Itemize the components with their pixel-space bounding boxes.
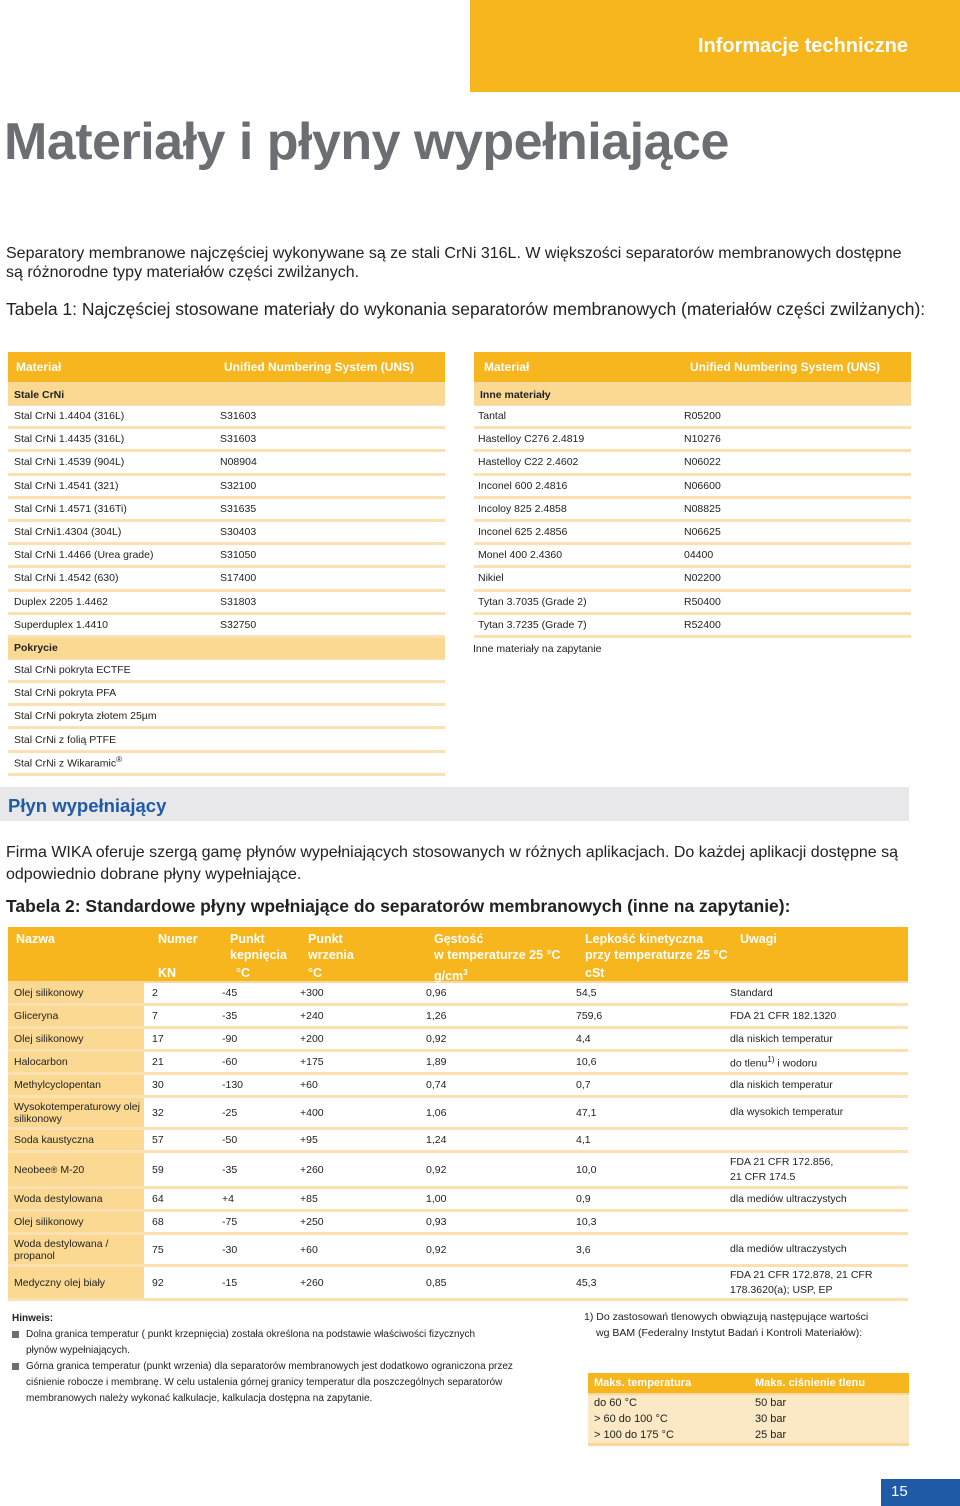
table-row (588, 1395, 909, 1411)
cell-kn: 68 (152, 1216, 164, 1228)
cell-name (8, 983, 144, 1003)
cell-material: Stal CrNi 1.4435 (316L) (14, 433, 125, 446)
cell-boiling-point: +60 (300, 1243, 318, 1256)
fluid-name: Methylcyclopentan (14, 1079, 101, 1091)
table-row (8, 499, 445, 522)
table-row (474, 476, 911, 499)
cell-material: Duplex 2205 1.4462 (14, 595, 108, 608)
table2-caption: Tabela 2: Standardowe płyny wpełniające do separatorów membranowych (inne na zapytanie): (6, 896, 791, 916)
table-row (8, 1006, 908, 1029)
col-max-temp: Maks. temperatura (594, 1377, 692, 1389)
cell-kn: 57 (152, 1134, 164, 1146)
cell-viscosity: 10,6 (576, 1056, 597, 1068)
fluid-name: Medyczny olej biały (14, 1276, 106, 1289)
cell-density: 1,24 (426, 1134, 447, 1146)
cell-name (8, 1235, 144, 1264)
table-row (8, 1075, 908, 1098)
page-number-badge (881, 1479, 960, 1506)
table1-caption: Tabela 1: Najczęściej stosowane materiały do wykonania separatorów membranowych (materiałów części zwilżanych): (6, 299, 926, 319)
cell-kn: 32 (152, 1106, 164, 1119)
cell-notes (730, 1009, 908, 1024)
cell-name (8, 1029, 144, 1049)
cell-density: 1,00 (426, 1193, 447, 1205)
table-row (474, 545, 911, 568)
unit-boil: °C (308, 966, 323, 980)
cell-viscosity: 10,3 (576, 1216, 597, 1228)
cell-density: 1,89 (426, 1056, 447, 1068)
hinweis-title: Hinweis: (12, 1313, 54, 1324)
cell-uns: N08825 (684, 502, 721, 515)
fluid-name: Halocarbon (14, 1056, 68, 1068)
cell-pour-point: -30 (222, 1243, 238, 1256)
cell-kn: 17 (152, 1033, 164, 1045)
table-row (474, 429, 911, 452)
cell-notes (730, 1032, 908, 1047)
col-density (434, 931, 561, 963)
cell-boiling-point: +85 (300, 1193, 318, 1205)
fluid-name: Neobee (14, 1163, 51, 1176)
note-line (730, 1268, 908, 1283)
table-row (8, 568, 445, 591)
registered-mark: ® (50, 1164, 58, 1175)
fill-fluids-table (8, 927, 908, 1301)
table-row (8, 406, 445, 429)
cell-boiling-point: +95 (300, 1134, 318, 1146)
cell-pour-point: -90 (222, 1033, 238, 1045)
cell-viscosity: 0,9 (576, 1193, 591, 1205)
col-uns: Unified Numbering System (UNS) (690, 360, 881, 374)
note-line (730, 1105, 908, 1120)
cell-density: 0,85 (426, 1276, 447, 1289)
cell-notes (730, 1052, 908, 1072)
table-row (8, 729, 445, 752)
cell-notes (730, 986, 908, 1001)
fluid-name: Gliceryna (14, 1010, 59, 1022)
cell-uns: S32100 (220, 479, 257, 492)
note-text: dla niskich temperatur (730, 1032, 833, 1045)
note-text: FDA 21 CFR 182.1320 (730, 1009, 837, 1022)
unit-density (434, 965, 468, 984)
cell-uns: N06600 (684, 479, 721, 492)
hinweis-text: Dolna granica temperatur ( punkt krzepnięcia) została określona na podstawie właściwości fizycznych (26, 1329, 476, 1340)
cell-kn: 75 (152, 1243, 164, 1256)
col-material: Materiał (484, 360, 530, 374)
table-row (8, 1189, 908, 1212)
cell-kn: 30 (152, 1079, 164, 1091)
cell-material: Inconel 625 2.4856 (478, 526, 568, 539)
col-dens-line2: w temperaturze 25 °C (434, 948, 561, 962)
cell-boiling-point: +260 (300, 1276, 324, 1289)
col-name: Nazwa (16, 932, 55, 946)
cell-material: Hastelloy C22 2.4602 (478, 456, 579, 469)
cell-name (8, 1130, 144, 1150)
cell-pour-point: -50 (222, 1134, 238, 1146)
cell-pour-point: -60 (222, 1056, 238, 1068)
hinweis-text: ciśnienie robocze i membranę. W celu ustalenia górnej granicy temperatur dla poszczególnych separatorów (26, 1377, 503, 1388)
table-row (8, 706, 445, 729)
cell-uns: S31603 (220, 433, 257, 446)
hinweis-text: Górna granica temperatur (punkt wrzenia) dla separatorów membranowych jest dodatkowo ograniczona przez (26, 1361, 513, 1372)
note-text: FDA 21 CFR 172.856, (730, 1155, 834, 1168)
cell-viscosity: 47,1 (576, 1106, 597, 1119)
table-row (8, 615, 445, 638)
note-line (730, 1242, 908, 1257)
cell-notes (730, 1078, 908, 1093)
cell-uns: R05200 (684, 410, 721, 423)
fluid-name: Soda kaustyczna (14, 1134, 94, 1146)
cell-viscosity: 0,7 (576, 1079, 591, 1091)
note-line (730, 1192, 908, 1207)
col-pour-line1: Punkt (230, 932, 265, 946)
cell-boiling-point: +175 (300, 1056, 324, 1068)
table-row (8, 1267, 908, 1301)
fluid-name: Olej silikonowy (14, 1216, 84, 1228)
cell-viscosity: 3,6 (576, 1243, 591, 1256)
section-title: Informacje techniczne (697, 35, 908, 57)
cell-temp: > 60 do 100 °C (594, 1413, 668, 1425)
group-stale-crni: Stale CrNi (8, 384, 445, 406)
cell-material: Tytan 3.7235 (Grade 7) (478, 618, 587, 631)
cell-material: Stal CrNi 1.4539 (904L) (14, 456, 125, 469)
cell-density: 1,06 (426, 1106, 447, 1119)
col-uns: Unified Numbering System (UNS) (224, 360, 415, 374)
table-row (8, 429, 445, 452)
fluid-name: Woda destylowana (14, 1193, 103, 1205)
table-header (474, 352, 911, 384)
cell-temp: > 100 do 175 °C (594, 1429, 674, 1441)
cell-material: Incoloy 825 2.4858 (478, 502, 567, 515)
cell-boiling-point: +240 (300, 1010, 324, 1022)
table-row (8, 1052, 908, 1075)
cell-kn: 59 (152, 1163, 164, 1176)
table-row (474, 522, 911, 545)
note-text: dla mediów ultraczystych (730, 1192, 847, 1205)
cell-kn: 92 (152, 1276, 164, 1289)
cell-material: Inconel 600 2.4816 (478, 479, 568, 492)
note-text: dla wysokich temperatur (730, 1106, 844, 1118)
cell-uns: N10276 (684, 433, 721, 446)
fluid-name: Olej silikonowy (14, 987, 84, 999)
cell-pressure: 30 bar (755, 1413, 787, 1425)
cell-density: 0,93 (426, 1216, 447, 1228)
page-title: Materiały i płyny wypełniające (4, 113, 729, 171)
cell-kn: 64 (152, 1193, 164, 1205)
cell-viscosity: 759,6 (576, 1010, 603, 1022)
fluid-name: Olej silikonowy (14, 1033, 84, 1045)
cell-boiling-point: +400 (300, 1106, 324, 1119)
fluid-name: Woda destylowana / propanol (14, 1237, 109, 1262)
col-pour-line2: kepnięcia (230, 948, 287, 962)
section-heading: Płyn wypełniający (8, 795, 167, 816)
table-row (8, 1029, 908, 1052)
table-row (8, 1212, 908, 1235)
note-line: 21 CFR 174.5 (730, 1170, 796, 1183)
cell-kn: 21 (152, 1056, 164, 1068)
cell-uns: N06625 (684, 526, 721, 539)
coating-name: Stal CrNi pokryta PFA (14, 687, 117, 700)
cell-pour-point: -35 (222, 1010, 238, 1022)
cell-material: Stal CrNi 1.4542 (630) (14, 572, 119, 585)
cell-boiling-point: +300 (300, 987, 324, 999)
cell-material: Stal CrNi 1.4466 (Urea grade) (14, 549, 154, 562)
table-row (588, 1427, 909, 1443)
col-number: Numer (158, 932, 198, 946)
table-header (8, 927, 908, 983)
cell-pour-point: +4 (222, 1193, 234, 1205)
cell-uns: R50400 (684, 595, 721, 608)
table-row (8, 522, 445, 545)
cell-pour-point: -25 (222, 1106, 238, 1119)
table-row (8, 983, 908, 1006)
cell-coating (8, 755, 122, 770)
table-row (474, 615, 911, 638)
note-line (730, 1009, 908, 1024)
cell-pour-point: -45 (222, 987, 238, 999)
unit-viscosity: cSt (585, 966, 605, 980)
cell-material: Tantal (478, 410, 507, 423)
cell-notes (730, 1105, 908, 1120)
cell-name (8, 1189, 144, 1209)
cell-uns: N08904 (220, 456, 257, 469)
cell-material: Stal CrNi 1.4541 (321) (14, 479, 119, 492)
table-row (474, 499, 911, 522)
cell-kn: 2 (152, 987, 158, 999)
cell-coating (8, 710, 157, 722)
cell-boiling-point: +260 (300, 1163, 324, 1176)
cell-material: Stal CrNi1.4304 (304L) (14, 526, 122, 539)
cell-uns: S31603 (220, 410, 257, 423)
note-text: dla mediów ultraczystych (730, 1243, 847, 1255)
cell-pour-point: -75 (222, 1216, 238, 1228)
col-max-pressure: Maks. ciśnienie tlenu (755, 1377, 866, 1389)
section-bar (0, 787, 909, 821)
col-viscosity (585, 931, 728, 963)
materials-table-right (474, 352, 911, 638)
col-notes: Uwagi (740, 932, 777, 946)
coating-name: Stal CrNi pokryta ECTFE (14, 663, 131, 676)
table-row (588, 1411, 909, 1427)
cell-name (8, 1267, 144, 1298)
cell-material: Superduplex 1.4410 (14, 618, 108, 631)
footnote-line: 1) Do zastosowań tlenowych obwiązują następujące wartości (584, 1311, 869, 1323)
cell-density: 0,92 (426, 1243, 447, 1256)
cell-notes (730, 1268, 908, 1298)
table-row (8, 545, 445, 568)
note-text: Standard (730, 986, 773, 999)
oxygen-limits-table (588, 1373, 909, 1446)
group-pokrycie: Pokrycie (8, 638, 445, 660)
registered-mark: ® (116, 755, 122, 765)
group-inne-materialy: Inne materiały (474, 384, 911, 406)
unit-pour: °C (236, 966, 251, 980)
unit-density-base: g/cm (434, 969, 464, 984)
cell-pour-point: -35 (222, 1163, 238, 1176)
col-material: Materiał (16, 360, 62, 374)
col-boil-line1: Punkt (308, 932, 343, 946)
col-visc-line2: przy temperaturze 25 °C (585, 948, 728, 962)
hinweis-text: membranowych należy wykonać kalkulacje, kalkulacja dostępna na zapytanie. (26, 1393, 373, 1404)
fill-fluid-paragraph: Firma WIKA oferuje szergą gamę płynów wypełniających stosowanych w różnych aplikacjach. Do każdej aplikacji dostępne są odpowiednio dobrane płyny wypełniające. (6, 844, 898, 883)
cell-material: Nikiel (478, 572, 504, 585)
cell-name (8, 1153, 144, 1186)
note-line (730, 1078, 908, 1093)
note-line (730, 986, 908, 1001)
cell-coating (8, 734, 116, 746)
cell-name (8, 1006, 144, 1026)
table-header (588, 1373, 909, 1395)
col-pour-point (230, 931, 287, 963)
cell-pour-point: -130 (222, 1079, 244, 1091)
table-header (8, 352, 445, 384)
cell-viscosity: 54,5 (576, 987, 597, 999)
cell-uns: S32750 (220, 618, 257, 631)
table-row (474, 592, 911, 615)
cell-pressure: 25 bar (755, 1429, 787, 1441)
note-text: do tlenu (730, 1057, 768, 1070)
cell-boiling-point: +60 (300, 1079, 318, 1091)
cell-density: 0,74 (426, 1079, 447, 1091)
cell-coating (8, 664, 131, 676)
cell-uns: S31050 (220, 549, 257, 562)
cell-viscosity: 10,0 (576, 1163, 597, 1176)
cell-uns: N06022 (684, 456, 721, 469)
cell-uns: R52400 (684, 618, 721, 631)
cell-density: 1,26 (426, 1010, 447, 1022)
cell-pour-point: -15 (222, 1276, 238, 1289)
cell-viscosity: 4,1 (576, 1134, 591, 1146)
header-band (470, 0, 960, 92)
fluid-name: Wysokotemperaturowy olej silikonowy (14, 1100, 140, 1125)
unit-kn: KN (158, 966, 177, 980)
cell-uns: S17400 (220, 572, 257, 585)
table-row (8, 753, 445, 776)
cell-name (8, 1212, 144, 1232)
cell-name (8, 1075, 144, 1095)
table-row (8, 1153, 908, 1189)
cell-density: 0,96 (426, 987, 447, 999)
cell-uns: S31803 (220, 595, 257, 608)
note-line (730, 1155, 908, 1170)
cell-viscosity: 4,4 (576, 1033, 591, 1045)
cell-coating (8, 687, 116, 699)
cell-density: 0,92 (426, 1033, 447, 1045)
note-text: FDA 21 CFR 172.878, 21 CFR (730, 1268, 873, 1281)
footnote-line: wg BAM (Federalny Instytut Badań i Kontroli Materiałów): (596, 1327, 863, 1339)
cell-material: Monel 400 2.4360 (478, 549, 563, 562)
cell-boiling-point: +250 (300, 1216, 324, 1228)
table-row (8, 476, 445, 499)
cell-name (8, 1052, 144, 1072)
materials-table-left (8, 352, 445, 776)
cell-material: Hastelloy C276 2.4819 (478, 433, 585, 446)
hinweis-text: płynów wypełniających. (26, 1345, 130, 1356)
unit-density-exp: 3 (463, 968, 468, 977)
hinweis-notes (12, 1311, 572, 1407)
col-boiling-point (308, 931, 354, 963)
other-materials-note: Inne materiały na zapytanie (473, 643, 602, 655)
note-line: 178.3620(a); USP, EP (730, 1283, 833, 1296)
coating-name: Stal CrNi z Wikaramic (14, 757, 117, 770)
cell-material: Tytan 3.7035 (Grade 2) (478, 595, 587, 608)
cell-kn: 7 (152, 1010, 158, 1022)
table-row (8, 660, 445, 683)
cell-pressure: 50 bar (755, 1397, 787, 1409)
page-number: 15 (891, 1483, 908, 1500)
cell-viscosity: 45,3 (576, 1276, 597, 1289)
cell-uns: N02200 (684, 572, 721, 585)
note-line (730, 1032, 908, 1047)
note-text: dla niskich temperatur (730, 1078, 833, 1091)
table-row (474, 568, 911, 591)
note-line (730, 1052, 908, 1072)
cell-uns: S30403 (220, 526, 257, 539)
table-row (8, 1235, 908, 1267)
cell-uns: 04400 (684, 549, 714, 562)
cell-uns: S31635 (220, 502, 257, 515)
cell-name (8, 1098, 144, 1127)
col-dens-line1: Gęstość (434, 932, 484, 946)
cell-material: Stal CrNi 1.4571 (316Ti) (14, 502, 127, 515)
col-visc-line1: Lepkość kinetyczna (585, 932, 704, 946)
table-row (8, 1098, 908, 1130)
intro-paragraph: Separatory membranowe najczęściej wykonywane są ze stali CrNi 316L. W większości separatorów membranowych dostępne są różnorodne typy materiałów części zwilżanych. (6, 245, 902, 281)
table-row (8, 1130, 908, 1153)
table-row (474, 406, 911, 429)
note-footnote-ref: 1) (767, 1055, 775, 1065)
table-row (8, 683, 445, 706)
oxygen-footnote (584, 1309, 904, 1341)
cell-notes (730, 1242, 908, 1257)
cell-notes (730, 1155, 908, 1185)
table-row (8, 592, 445, 615)
note-tail: i wodoru (774, 1057, 818, 1070)
table-row (8, 452, 445, 475)
hinweis-bullet-1 (12, 1327, 572, 1359)
coating-name: Stal CrNi pokryta złotem 25µm (14, 710, 157, 723)
table-row (474, 452, 911, 475)
cell-temp: do 60 °C (594, 1397, 637, 1409)
hinweis-bullet-2 (12, 1359, 572, 1407)
coating-name: Stal CrNi z folią PTFE (14, 733, 117, 746)
cell-boiling-point: +200 (300, 1033, 324, 1045)
cell-density: 0,92 (426, 1163, 447, 1176)
col-boil-line2: wrzenia (308, 948, 354, 962)
cell-material: Stal CrNi 1.4404 (316L) (14, 410, 125, 423)
fluid-name-tail: M-20 (57, 1163, 85, 1176)
cell-notes (730, 1192, 908, 1207)
